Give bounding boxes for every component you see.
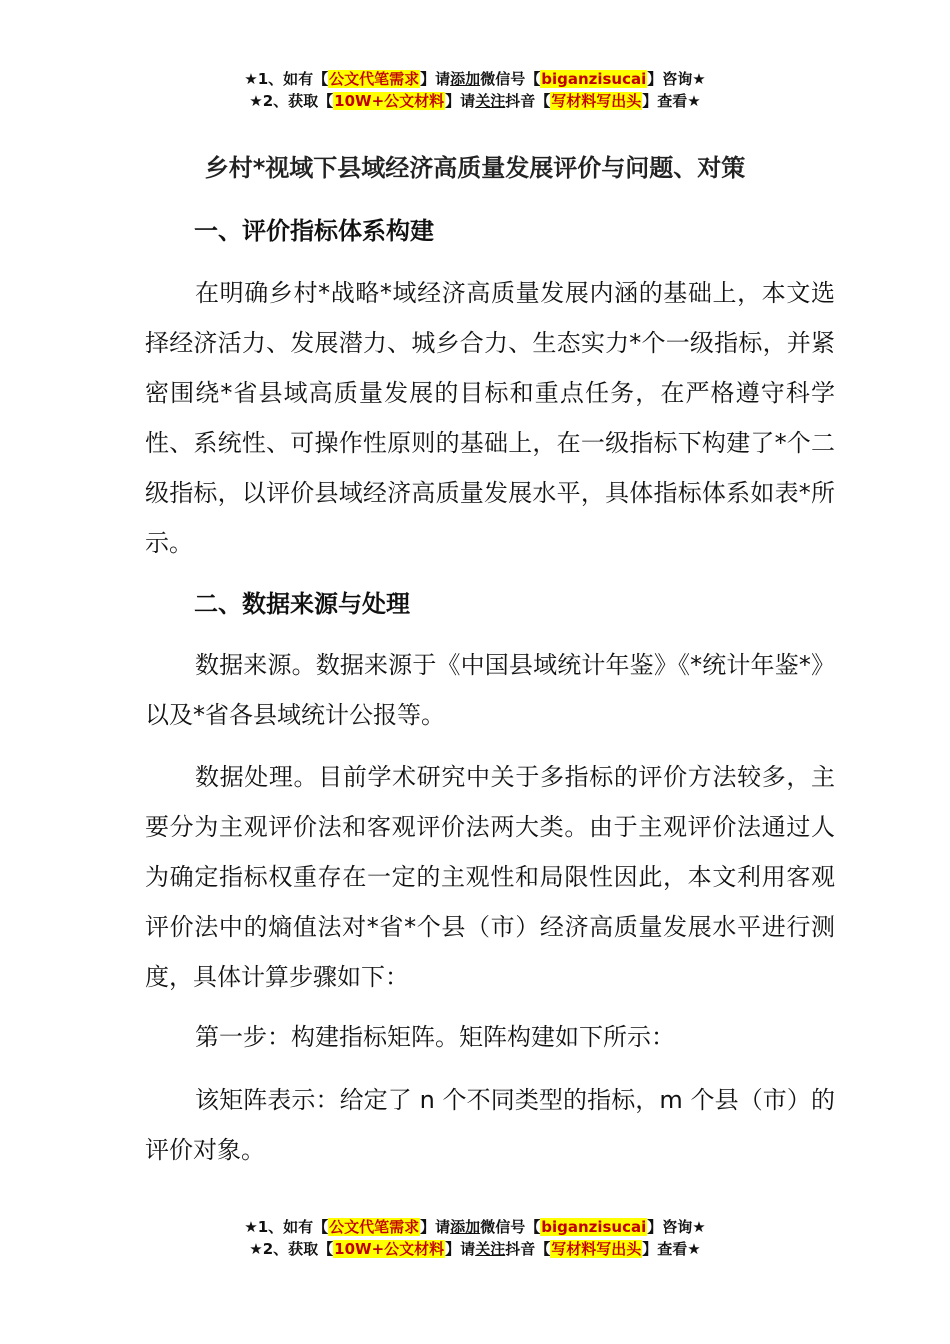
promo-text: 】查看 (642, 1240, 688, 1258)
promo-text: 】查看 (642, 92, 688, 110)
promo-highlight: 10W+公文材料 (334, 92, 445, 110)
promo-text: 】请 (445, 92, 476, 110)
promo-text: 2、获取【 (262, 1240, 334, 1258)
promo-text: 微信号【 (480, 1218, 541, 1236)
promo-text: 】请 (420, 70, 451, 88)
promo-highlight: 公文代笔需求 (329, 1218, 420, 1236)
promo-text: 抖音【 (505, 92, 551, 110)
star-icon: ★ (249, 92, 263, 110)
star-icon: ★ (687, 92, 701, 110)
star-icon: ★ (692, 1218, 706, 1236)
promo-text: 】请 (420, 1218, 451, 1236)
paragraph-s1-1: 在明确乡村*战略*域经济高质量发展内涵的基础上，本文选择经济活力、发展潜力、城乡合力、生态实力*个一级指标，并紧密围绕*省县域高质量发展的目标和重点任务，在严格遵守科学性、系统性、可操作性原则的基础上，在一级指标下构建了*个二级指标，以评价县域经济高质量发展水平，具体指标体系如表*所示。 (145, 279, 835, 557)
paragraph-s2-4: 该矩阵表示：给定了 n 个不同类型的指标，m 个县（市）的评价对象。 (145, 1086, 835, 1164)
promo-line-2 (0, 1238, 950, 1260)
promo-text: 】咨询 (647, 1218, 693, 1236)
paragraph-s2-1: 数据来源。数据来源于《中国县域统计年鉴》《*统计年鉴*》以及*省各县域统计公报等。 (145, 651, 835, 729)
promo-text: 1、如有【 (257, 1218, 329, 1236)
document-title: 乡村*视域下县域经济高质量发展评价与问题、对策 (204, 154, 746, 182)
star-icon: ★ (244, 70, 258, 88)
promo-underlined: 关注 (475, 92, 506, 110)
promo-wechat-id: biganzisucai (541, 70, 647, 88)
promo-banner-bottom (0, 1216, 950, 1260)
paragraph-s2-2: 数据处理。目前学术研究中关于多指标的评价方法较多，主要分为主观评价法和客观评价法两大类。由于主观评价法通过人为确定指标权重存在一定的主观性和局限性因此，本文利用客观评价法中的熵值法对*省*个县（市）经济高质量发展水平进行测度，具体计算步骤如下： (145, 763, 835, 991)
promo-douyin-id: 写材料写出头 (551, 1240, 642, 1258)
section-heading-1: 一、评价指标体系构建 (194, 217, 434, 245)
promo-text: 】咨询 (647, 70, 693, 88)
promo-highlight: 10W+公文材料 (334, 1240, 445, 1258)
promo-text: 2、获取【 (262, 92, 334, 110)
star-icon: ★ (249, 1240, 263, 1258)
promo-line-1 (0, 1216, 950, 1238)
promo-line-2 (0, 90, 950, 112)
promo-underlined: 添加 (450, 1218, 481, 1236)
star-icon: ★ (687, 1240, 701, 1258)
promo-text: 】请 (445, 1240, 476, 1258)
paragraph-s2-3: 第一步：构建指标矩阵。矩阵构建如下所示： (195, 1023, 675, 1051)
promo-text: 微信号【 (480, 70, 541, 88)
star-icon: ★ (244, 1218, 258, 1236)
promo-banner-top (0, 68, 950, 112)
promo-wechat-id: biganzisucai (541, 1218, 647, 1236)
promo-text: 抖音【 (505, 1240, 551, 1258)
promo-line-1 (0, 68, 950, 90)
star-icon: ★ (692, 70, 706, 88)
section-heading-2: 二、数据来源与处理 (194, 590, 410, 618)
promo-douyin-id: 写材料写出头 (551, 92, 642, 110)
promo-underlined: 添加 (450, 70, 481, 88)
promo-underlined: 关注 (475, 1240, 506, 1258)
promo-highlight: 公文代笔需求 (329, 70, 420, 88)
promo-text: 1、如有【 (257, 70, 329, 88)
